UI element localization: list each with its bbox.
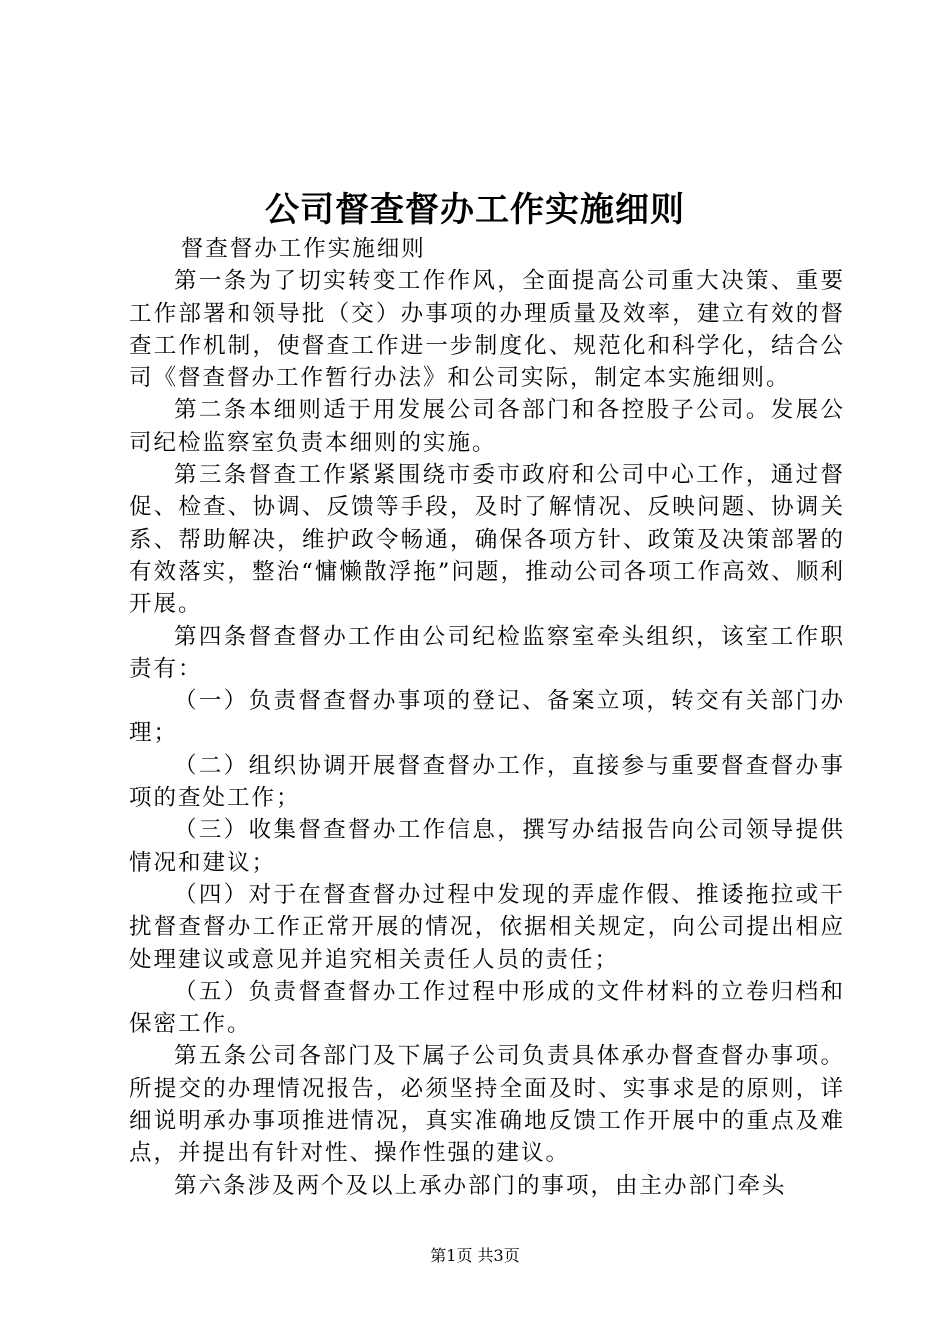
article-6-paragraph: 第六条涉及两个及以上承办部门的事项，由主办部门牵头 — [174, 1172, 787, 1199]
duty-4-paragraph: （四）对于在督查督办过程中发现的弄虚作假、推诿拖拉或干扰督查督办工作正常开展的情况，依据相关规定，向公司提出相应处理建议或意见并追究相关责任人员的责任； — [129, 881, 845, 973]
article-4-paragraph: 第四条督查督办工作由公司纪检监察室牵头组织，该室工作职责有： — [129, 623, 845, 682]
duty-1-paragraph: （一）负责督查督办事项的登记、备案立项，转交有关部门办理； — [129, 688, 845, 747]
document-title: 公司督查督办工作实施细则 — [265, 190, 685, 230]
article-1-paragraph: 第一条为了切实转变工作作风，全面提高公司重大决策、重要工作部署和领导批（交）办事项的办理质量及效率，建立有效的督查工作机制，使督查工作进一步制度化、规范化和科学化，结合公司《督查督办工作暂行办法》和公司实际，制定本实施细则。 — [129, 268, 845, 392]
document-body — [129, 233, 845, 1202]
page-number-footer: 第1页 共3页 — [430, 1246, 520, 1265]
duty-5-paragraph: （五）负责督查督办工作过程中形成的文件材料的立卷归档和保密工作。 — [129, 978, 845, 1038]
article-5-paragraph: 第五条公司各部门及下属子公司负责具体承办督查督办事项。所提交的办理情况报告，必须坚持全面及时、实事求是的原则，详细说明承办事项推进情况，真实准确地反馈工作开展中的重点及难点，并提出有针对性、操作性强的建议。 — [129, 1043, 845, 1167]
article-3-paragraph: 第三条督查工作紧紧围绕市委市政府和公司中心工作，通过督促、检查、协调、反馈等手段，及时了解情况、反映问题、协调关系、帮助解决，维护政令畅通，确保各项方针、政策及决策部署的有效落实，整治“慵懒散浮拖”问题，推动公司各项工作高效、顺利开展。 — [129, 462, 845, 618]
duty-3-paragraph: （三）收集督查督办工作信息，撰写办结报告向公司领导提供情况和建议； — [129, 817, 845, 876]
subtitle-paragraph: 督查督办工作实施细则 — [180, 236, 426, 262]
duty-2-paragraph: （二）组织协调开展督查督办工作，直接参与重要督查督办事项的查处工作； — [129, 752, 845, 812]
article-2-paragraph: 第二条本细则适于用发展公司各部门和各控股子公司。发展公司纪检监察室负责本细则的实施。 — [129, 397, 845, 456]
